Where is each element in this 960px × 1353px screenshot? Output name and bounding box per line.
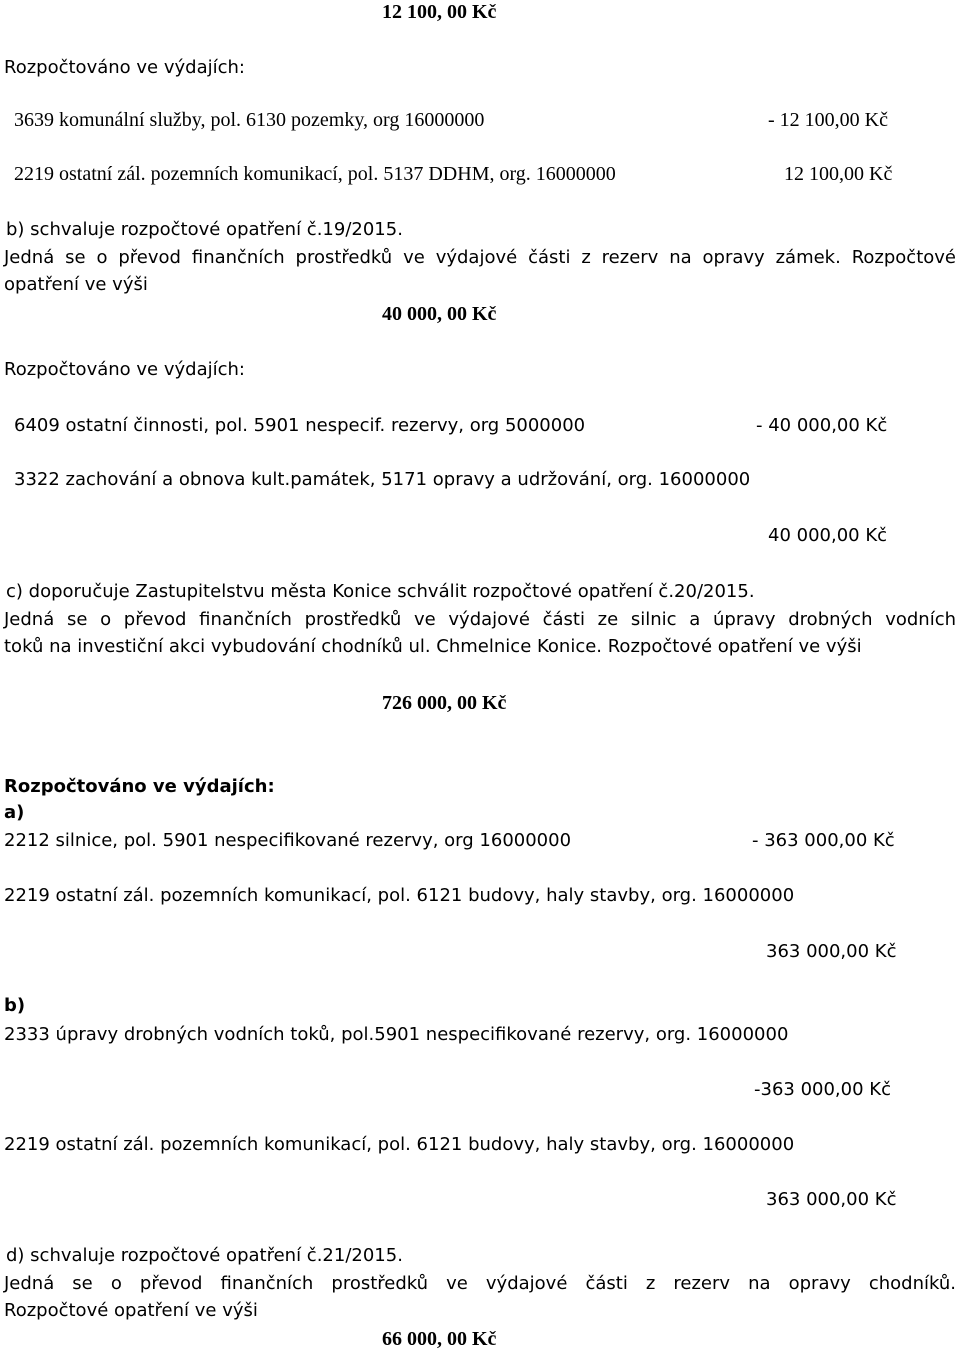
amount-c: 726 000, 00 Kč	[382, 692, 507, 714]
row-a-2-amount: 12 100,00 Kč	[784, 163, 893, 185]
row-b-1-text: 6409 ostatní činnosti, pol. 5901 nespecif. rezervy, org 5000000	[14, 415, 586, 436]
desc-b-line1: Jedná se o převod finančních prostředků ve výdajové části z rezerv na opravy zámek. Rozpočtové	[4, 247, 956, 268]
sub-b-label: b)	[4, 995, 26, 1016]
desc-c-line1: Jedná se o převod finančních prostředků ve výdajové části ze silnic a úpravy drobných vodních	[4, 609, 956, 630]
desc-c-line2: toků na investiční akci vybudování chodníků ul. Chmelnice Konice. Rozpočtové opatření ve výši	[4, 636, 862, 657]
row-b-2-text: 3322 zachování a obnova kult.památek, 5171 opravy a udržování, org. 16000000	[14, 469, 751, 490]
heading-c: c) doporučuje Zastupitelstvu města Konice schválit rozpočtové opatření č.20/2015.	[6, 581, 755, 602]
sub-a-label: a)	[4, 802, 25, 823]
desc-b-line2: opatření ve výši	[4, 274, 148, 295]
amount-d: 66 000, 00 Kč	[382, 1328, 497, 1350]
row-b-1-amount: - 40 000,00 Kč	[756, 415, 888, 436]
budget-label-a: Rozpočtováno ve výdajích:	[4, 57, 245, 78]
desc-d-line1: Jedná se o převod finančních prostředků ve výdajové části z rezerv na opravy chodníků.	[4, 1273, 956, 1294]
heading-b: b) schvaluje rozpočtové opatření č.19/2015.	[6, 219, 403, 240]
budget-label-c: Rozpočtováno ve výdajích:	[4, 776, 275, 797]
amount-a: 12 100, 00 Kč	[382, 1, 497, 23]
row-a-1-amount: - 12 100,00 Kč	[768, 109, 888, 131]
desc-d-line2: Rozpočtové opatření ve výši	[4, 1300, 258, 1321]
row-c-b2-text: 2219 ostatní zál. pozemních komunikací, pol. 6121 budovy, haly stavby, org. 16000000	[4, 1134, 795, 1155]
row-a-2-text: 2219 ostatní zál. pozemních komunikací, pol. 5137 DDHM, org. 16000000	[14, 163, 616, 185]
amount-b: 40 000, 00 Kč	[382, 303, 497, 325]
row-c-a2-amount: 363 000,00 Kč	[766, 941, 897, 962]
budget-label-b: Rozpočtováno ve výdajích:	[4, 359, 245, 380]
row-c-b2-amount: 363 000,00 Kč	[766, 1189, 897, 1210]
row-c-b1-text: 2333 úpravy drobných vodních toků, pol.5901 nespecifikované rezervy, org. 16000000	[4, 1024, 789, 1045]
row-c-a1-text: 2212 silnice, pol. 5901 nespecifikované rezervy, org 16000000	[4, 830, 572, 851]
row-c-b1-amount: -363 000,00 Kč	[754, 1079, 891, 1100]
row-c-a2-text: 2219 ostatní zál. pozemních komunikací, pol. 6121 budovy, haly stavby, org. 16000000	[4, 885, 795, 906]
row-c-a1-amount: - 363 000,00 Kč	[752, 830, 895, 851]
row-a-1-text: 3639 komunální služby, pol. 6130 pozemky, org 16000000	[14, 109, 485, 131]
heading-d: d) schvaluje rozpočtové opatření č.21/2015.	[6, 1245, 403, 1266]
row-b-2-amount: 40 000,00 Kč	[768, 525, 888, 546]
